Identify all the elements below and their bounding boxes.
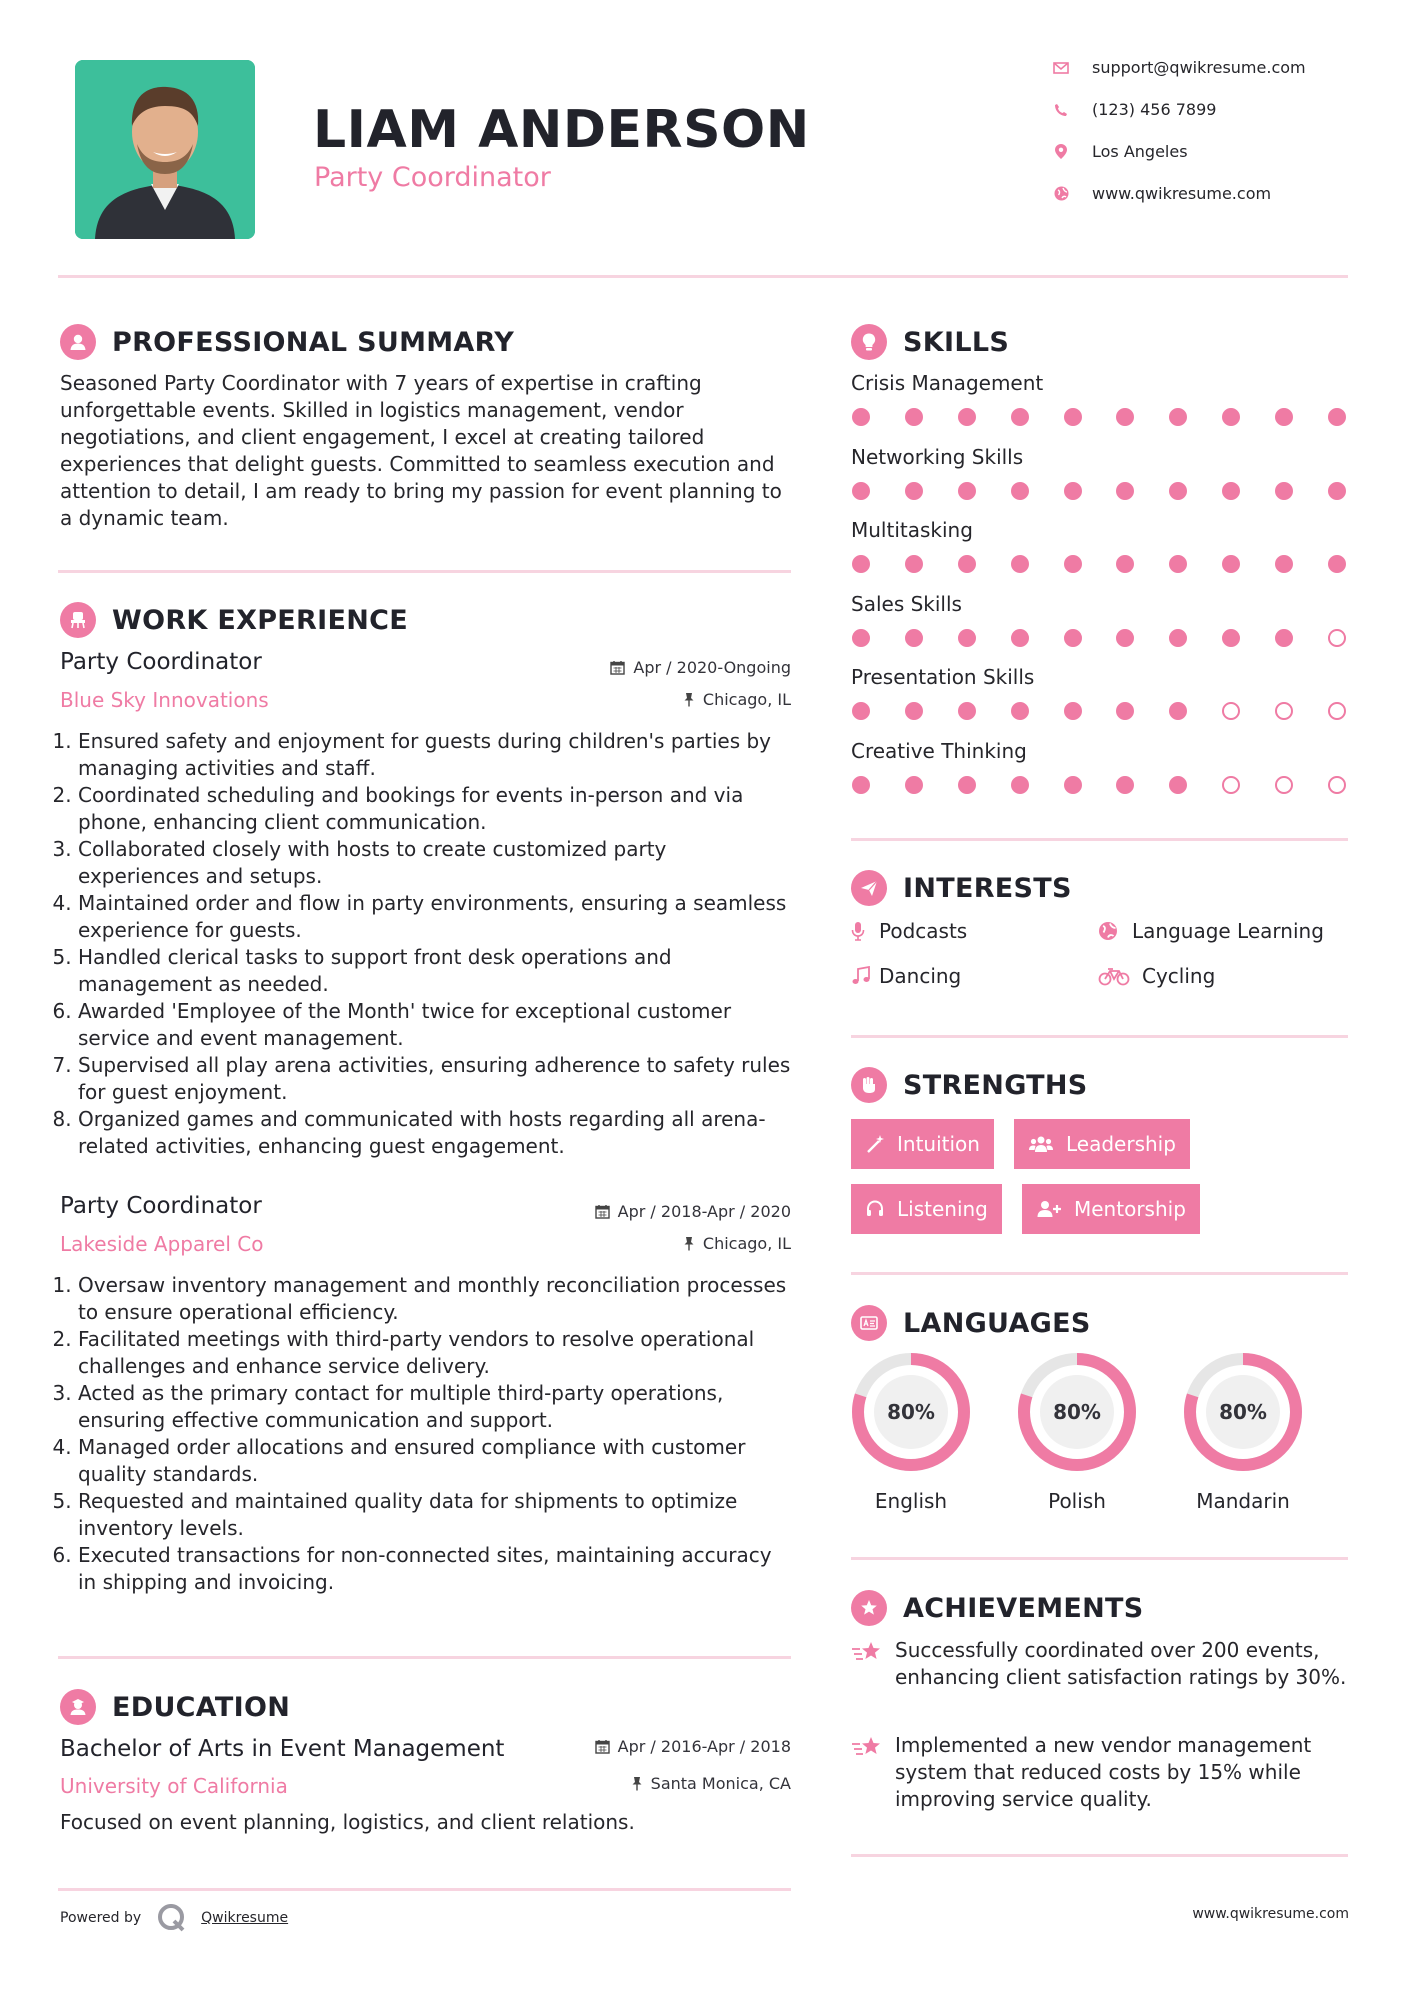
- skill-dot-filled: [1169, 408, 1187, 426]
- skill-rating: [852, 702, 1346, 722]
- job-company: Lakeside Apparel Co: [60, 1232, 264, 1256]
- education-location: [631, 1774, 791, 1793]
- degree-title: Bachelor of Arts in Event Management: [60, 1736, 505, 1762]
- skill-name: Crisis Management: [851, 371, 1044, 395]
- skill-rating: [852, 482, 1346, 502]
- strength-tag: [851, 1184, 1002, 1234]
- list-item: 6. Awarded 'Employee of the Month' twice for exceptional customer service and event management.: [78, 998, 793, 1052]
- list-item: 8. Organized games and communicated with hosts regarding all arena-related activities, enhancing guest engagement.: [78, 1106, 793, 1160]
- skill-dot-empty: [1222, 702, 1240, 720]
- skill-dot-filled: [958, 629, 976, 647]
- skill-name: Creative Thinking: [851, 739, 1027, 763]
- language-icon: [851, 1305, 887, 1341]
- education-date: [595, 1737, 791, 1756]
- skill-dot-filled: [1328, 482, 1346, 500]
- email-text: support@qwikresume.com: [1092, 58, 1306, 77]
- summary-text: Seasoned Party Coordinator with 7 years of expertise in crafting unforgettable events. Skilled in logistics management, vendor negotiations, and client engagement, I excel at creating tailored experiences that delight guests. Committed to seamless execution and attention to detail, I am ready to bring my passion for event planning to a dynamic team.: [60, 371, 782, 530]
- skill-dot-filled: [1275, 408, 1293, 426]
- skill-dot-filled: [905, 555, 923, 573]
- skill-dot-filled: [958, 408, 976, 426]
- skill-dot-filled: [1222, 555, 1240, 573]
- skill-dot-filled: [1169, 776, 1187, 794]
- education-date-text: Apr / 2016-Apr / 2018: [617, 1737, 791, 1756]
- skills-heading: [851, 324, 1009, 360]
- candidate-name: LIAM ANDERSON: [313, 100, 810, 160]
- microphone-icon: [851, 921, 879, 941]
- contact-email[interactable]: [1052, 58, 1306, 77]
- qwikresume-logo-icon: [157, 1903, 187, 1933]
- skill-dot-filled: [1064, 776, 1082, 794]
- strength-label: Leadership: [1066, 1132, 1176, 1156]
- summary-heading-label: PROFESSIONAL SUMMARY: [112, 326, 515, 358]
- language-name: English: [874, 1489, 948, 1513]
- skill-dot-filled: [1275, 482, 1293, 500]
- list-item: 4. Managed order allocations and ensured compliance with customer quality standards.: [78, 1434, 793, 1488]
- envelope-icon: [1052, 62, 1070, 74]
- job-responsibilities: [58, 1272, 793, 1596]
- lightbulb-icon: [851, 324, 887, 360]
- candidate-title: Party Coordinator: [314, 162, 551, 193]
- job-location: [683, 690, 791, 709]
- skill-dot-filled: [1169, 702, 1187, 720]
- list-item: 5. Requested and maintained quality data for shipments to optimize inventory levels.: [78, 1488, 793, 1542]
- language-progress-ring: [849, 1350, 973, 1474]
- website-text: www.qwikresume.com: [1092, 184, 1272, 203]
- strength-label: Listening: [897, 1197, 988, 1221]
- list-item: 7. Supervised all play arena activities, ensuring adherence to safety rules for guest enjoyment.: [78, 1052, 793, 1106]
- job-company: Blue Sky Innovations: [60, 688, 269, 712]
- calendar-icon: [595, 1739, 610, 1754]
- shooting-star-icon: [851, 1637, 895, 1691]
- job-date-text: Apr / 2020-Ongoing: [633, 658, 791, 677]
- fist-icon: [851, 1067, 887, 1103]
- skill-name: Sales Skills: [851, 592, 962, 616]
- skill-dot-filled: [1011, 408, 1029, 426]
- language-percent: 80%: [1053, 1400, 1101, 1424]
- skill-dot-filled: [1116, 702, 1134, 720]
- powered-by-label: Powered by: [60, 1910, 142, 1926]
- chair-icon: [60, 602, 96, 638]
- list-item: 4. Maintained order and flow in party environments, ensuring a seamless experience for guests.: [78, 890, 793, 944]
- paper-plane-icon: [851, 870, 887, 906]
- interests-heading: [851, 870, 1072, 906]
- education-description: Focused on event planning, logistics, and client relations.: [60, 1810, 635, 1834]
- map-pin-icon: [1052, 144, 1070, 159]
- skill-name: Multitasking: [851, 518, 973, 542]
- skill-dot-filled: [905, 408, 923, 426]
- job-date-text: Apr / 2018-Apr / 2020: [617, 1202, 791, 1221]
- skill-dot-empty: [1275, 702, 1293, 720]
- pushpin-icon: [683, 692, 695, 707]
- skill-dot-filled: [1275, 629, 1293, 647]
- globe-icon: [1052, 186, 1070, 201]
- interest-label: Podcasts: [879, 919, 968, 943]
- skill-dot-filled: [852, 629, 870, 647]
- skill-dot-filled: [905, 776, 923, 794]
- user-plus-icon: [1036, 1199, 1062, 1219]
- headphones-icon: [865, 1199, 885, 1219]
- graduation-icon: [60, 1689, 96, 1725]
- list-item: 1. Oversaw inventory management and monthly reconciliation processes to ensure operational efficiency.: [78, 1272, 793, 1326]
- skill-dot-filled: [1222, 408, 1240, 426]
- skill-dot-filled: [1275, 555, 1293, 573]
- list-item: 2. Facilitated meetings with third-party vendors to resolve operational challenges and enhance service delivery.: [78, 1326, 793, 1380]
- strengths-heading-label: STRENGTHS: [903, 1069, 1088, 1101]
- phone-text: (123) 456 7899: [1092, 100, 1217, 119]
- list-item: 6. Executed transactions for non-connected sites, maintaining accuracy in shipping and invoicing.: [78, 1542, 793, 1596]
- skill-dot-filled: [1222, 629, 1240, 647]
- achievements-divider: [851, 1854, 1348, 1857]
- skill-dot-filled: [1064, 629, 1082, 647]
- skill-dot-filled: [958, 776, 976, 794]
- header-divider: [58, 275, 1348, 278]
- language-name: Mandarin: [1196, 1489, 1290, 1513]
- experience-divider: [58, 1656, 791, 1659]
- skill-dot-filled: [1169, 555, 1187, 573]
- summary-heading: [60, 324, 514, 360]
- language-percent: 80%: [887, 1400, 935, 1424]
- magic-wand-icon: [865, 1134, 885, 1154]
- skill-dot-filled: [1116, 776, 1134, 794]
- powered-by: [60, 1903, 288, 1933]
- strengths-heading: [851, 1067, 1088, 1103]
- strength-tag: [1014, 1119, 1190, 1169]
- achievement-item: [851, 1732, 1351, 1813]
- skill-dot-filled: [1064, 555, 1082, 573]
- job-title: Party Coordinator: [60, 1193, 262, 1219]
- achievements-heading: [851, 1590, 1144, 1626]
- language-progress-ring: [1015, 1350, 1139, 1474]
- job-location-text: Chicago, IL: [702, 690, 791, 709]
- interests-divider: [851, 1035, 1348, 1038]
- skill-dot-filled: [905, 482, 923, 500]
- skill-dot-empty: [1222, 776, 1240, 794]
- skill-dot-filled: [1328, 555, 1346, 573]
- skill-dot-filled: [1116, 482, 1134, 500]
- calendar-icon: [595, 1204, 610, 1219]
- skill-dot-empty: [1328, 702, 1346, 720]
- skill-rating: [852, 555, 1346, 575]
- education-heading: [60, 1689, 290, 1725]
- music-note-icon: [851, 966, 879, 986]
- experience-heading-label: WORK EXPERIENCE: [112, 604, 408, 636]
- list-item: 3. Collaborated closely with hosts to create customized party experiences and setups.: [78, 836, 793, 890]
- strength-tag: [851, 1119, 994, 1169]
- skill-name: Presentation Skills: [851, 665, 1035, 689]
- skill-dot-filled: [852, 482, 870, 500]
- pushpin-icon: [683, 1236, 695, 1251]
- interest-item: [1098, 964, 1215, 988]
- contact-location: [1052, 142, 1188, 161]
- skills-heading-label: SKILLS: [903, 326, 1010, 358]
- skill-dot-filled: [1064, 702, 1082, 720]
- job-title: Party Coordinator: [60, 649, 262, 675]
- skill-dot-filled: [1169, 629, 1187, 647]
- list-item: 3. Acted as the primary contact for multiple third-party operations, ensuring effective communication and support.: [78, 1380, 793, 1434]
- job-responsibilities: [58, 728, 793, 1160]
- skill-dot-filled: [1011, 482, 1029, 500]
- skill-dot-filled: [1116, 555, 1134, 573]
- skill-dot-filled: [1011, 629, 1029, 647]
- bicycle-icon: [1098, 966, 1142, 986]
- languages-heading-label: LANGUAGES: [903, 1307, 1091, 1339]
- skill-dot-filled: [905, 629, 923, 647]
- skill-dot-filled: [852, 555, 870, 573]
- skill-rating: [852, 629, 1346, 649]
- skills-divider: [851, 838, 1348, 841]
- interest-label: Dancing: [879, 964, 962, 988]
- school-name: University of California: [60, 1774, 288, 1798]
- pushpin-icon: [631, 1776, 643, 1791]
- group-icon: [1028, 1134, 1054, 1154]
- skill-dot-filled: [958, 482, 976, 500]
- summary-divider: [58, 570, 791, 573]
- skill-dot-filled: [1116, 408, 1134, 426]
- skill-dot-filled: [852, 408, 870, 426]
- skill-dot-filled: [1222, 482, 1240, 500]
- shooting-star-icon: [851, 1732, 895, 1813]
- calendar-icon: [610, 660, 625, 675]
- achievement-item: [851, 1637, 1351, 1691]
- skill-dot-filled: [1169, 482, 1187, 500]
- language-progress-ring: [1181, 1350, 1305, 1474]
- languages-divider: [851, 1557, 1348, 1560]
- list-item: 5. Handled clerical tasks to support front desk operations and management as needed.: [78, 944, 793, 998]
- achievement-text: Implemented a new vendor management system that reduced costs by 15% while improving service quality.: [895, 1733, 1312, 1811]
- language-name: Polish: [1048, 1489, 1106, 1513]
- interest-label: Cycling: [1142, 964, 1216, 988]
- job-location-text: Chicago, IL: [702, 1234, 791, 1253]
- footer-website[interactable]: www.qwikresume.com: [1192, 1906, 1349, 1922]
- interest-item: [851, 964, 961, 988]
- skill-dot-filled: [852, 702, 870, 720]
- job-date: [595, 1202, 791, 1221]
- skill-dot-filled: [905, 702, 923, 720]
- education-location-text: Santa Monica, CA: [650, 1774, 791, 1793]
- strength-label: Mentorship: [1074, 1197, 1186, 1221]
- globe-icon: [1098, 921, 1132, 941]
- interest-label: Language Learning: [1132, 919, 1324, 943]
- interest-item: [851, 919, 967, 943]
- language-percent: 80%: [1219, 1400, 1267, 1424]
- skill-dot-filled: [958, 555, 976, 573]
- user-icon: [60, 324, 96, 360]
- skill-dot-filled: [852, 776, 870, 794]
- job-location: [683, 1234, 791, 1253]
- achievement-text: Successfully coordinated over 200 events, enhancing client satisfaction ratings by 30%.: [895, 1638, 1347, 1689]
- skill-dot-filled: [1064, 482, 1082, 500]
- skill-dot-filled: [1064, 408, 1082, 426]
- skill-dot-empty: [1328, 629, 1346, 647]
- skill-dot-filled: [1011, 776, 1029, 794]
- skill-dot-filled: [1011, 702, 1029, 720]
- list-item: 1. Ensured safety and enjoyment for guests during children's parties by managing activities and staff.: [78, 728, 793, 782]
- skill-rating: [852, 776, 1346, 796]
- list-item: 2. Coordinated scheduling and bookings for events in-person and via phone, enhancing client communication.: [78, 782, 793, 836]
- achievements-heading-label: ACHIEVEMENTS: [903, 1592, 1144, 1624]
- skill-dot-empty: [1328, 776, 1346, 794]
- strength-label: Intuition: [897, 1132, 980, 1156]
- skill-rating: [852, 408, 1346, 428]
- strength-tag: [1022, 1184, 1200, 1234]
- skill-dot-empty: [1275, 776, 1293, 794]
- languages-heading: [851, 1305, 1091, 1341]
- skill-dot-filled: [1328, 408, 1346, 426]
- star-badge-icon: [851, 1590, 887, 1626]
- profile-photo: [75, 60, 255, 239]
- strengths-divider: [851, 1272, 1348, 1275]
- skill-name: Networking Skills: [851, 445, 1024, 469]
- education-heading-label: EDUCATION: [112, 1691, 291, 1723]
- interest-item: [1098, 919, 1324, 943]
- contact-phone[interactable]: [1052, 100, 1216, 119]
- phone-icon: [1052, 103, 1070, 117]
- skill-dot-filled: [958, 702, 976, 720]
- qwikresume-link[interactable]: Qwikresume: [201, 1910, 289, 1926]
- contact-website[interactable]: [1052, 184, 1271, 203]
- experience-heading: [60, 602, 408, 638]
- skill-dot-filled: [1011, 555, 1029, 573]
- skill-dot-filled: [1116, 629, 1134, 647]
- job-date: [610, 658, 791, 677]
- footer-divider: [58, 1888, 791, 1891]
- location-text: Los Angeles: [1092, 142, 1188, 161]
- interests-heading-label: INTERESTS: [903, 872, 1072, 904]
